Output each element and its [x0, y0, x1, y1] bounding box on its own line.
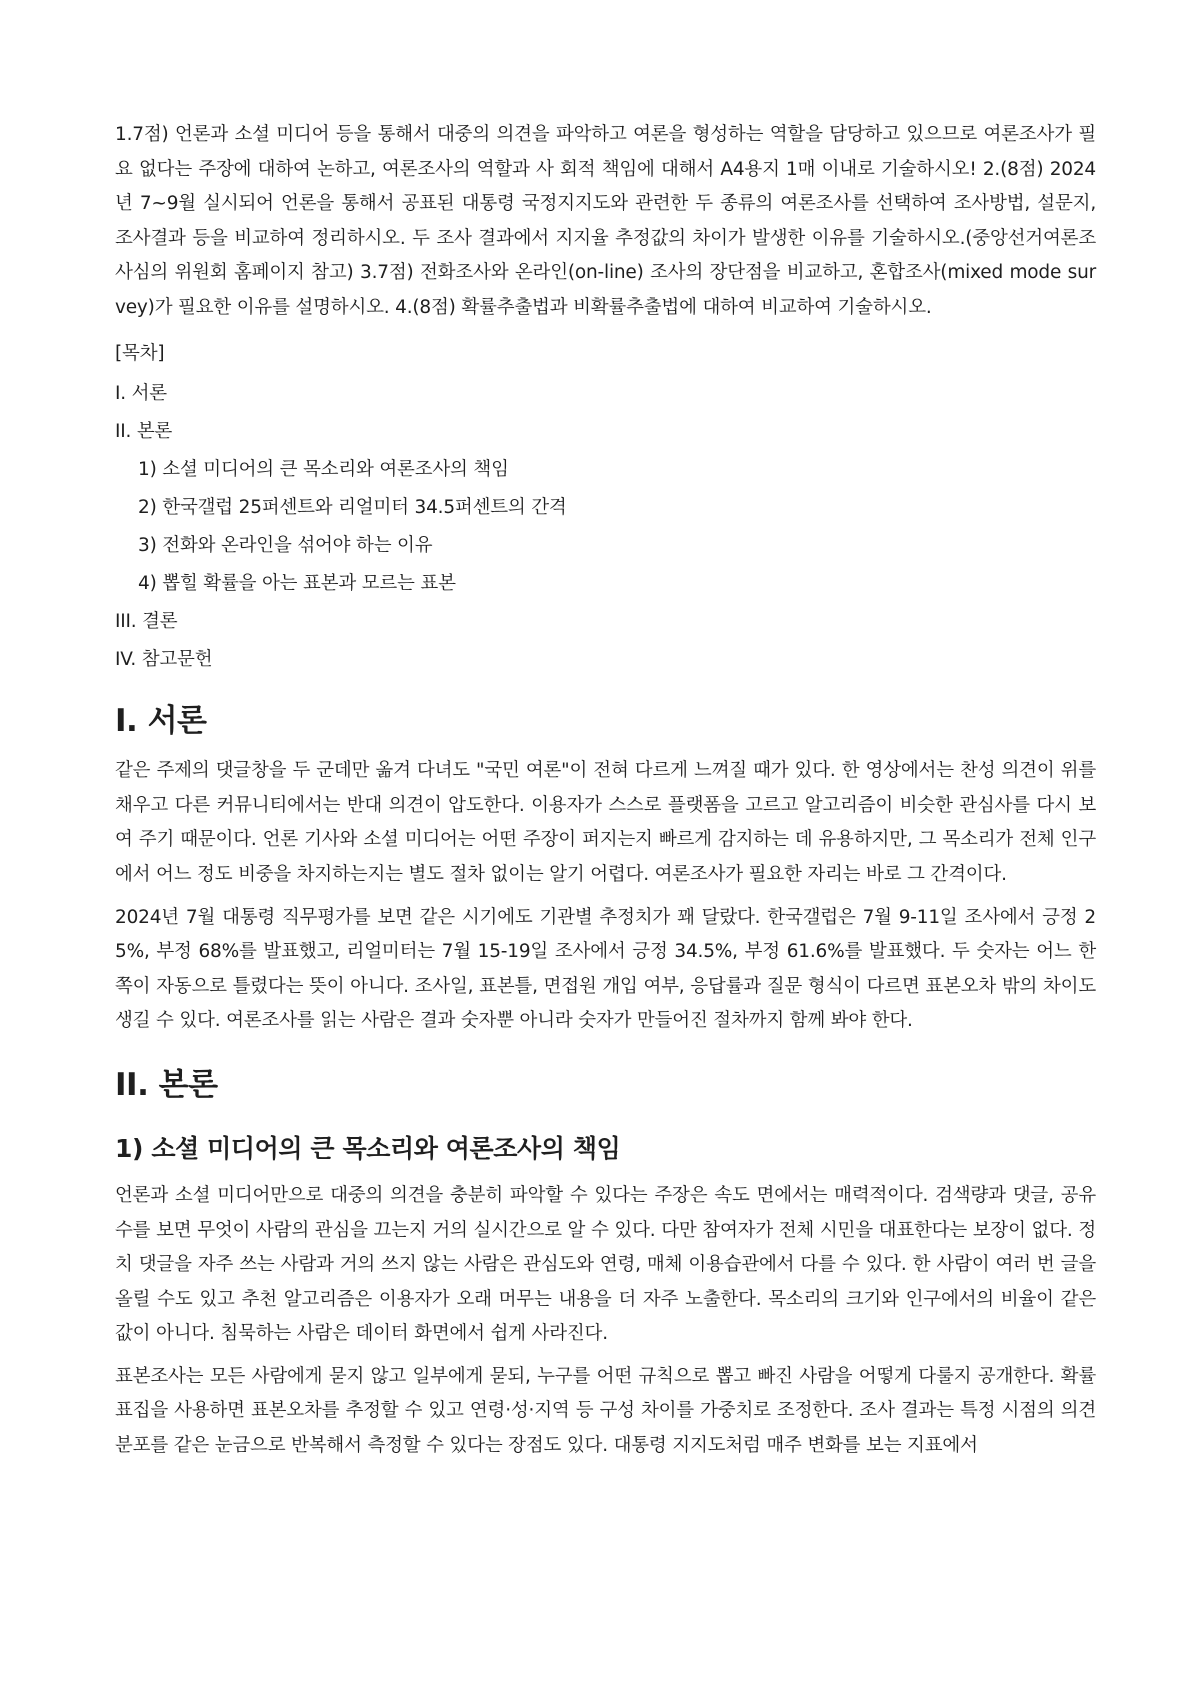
toc-subitem-2: 2) 한국갤럽 25퍼센트와 리얼미터 34.5퍼센트의 간격: [138, 497, 567, 519]
section-heading-introduction: I. 서론: [115, 703, 207, 740]
toc-subitem-3: 3) 전화와 온라인을 섞어야 하는 이유: [138, 535, 433, 557]
assignment-prompt: 1.7점) 언론과 소셜 미디어 등을 통해서 대중의 의견을 파악하고 여론을 형성하는 역할을 담당하고 있으므로 여론조사가 필요 없다는 주장에 대하여 논하고, 여론조사의 역할과 사 회적 책임에 대해서 A4용지 1매 이내로 기술하시오! 2.(8점) 2024년 7~9월 실시되어 언론을 통해서 공표된 대통령 국정지지도와 관련한 두 종류의 여론조사를 선택하여 조사방법, 설문지, 조사결과 등을 비교하여 정리하시오. 두 조사 결과에서 지지율 추정값의 차이가 발생한 이유를 기술하시오.(중앙선거여론조사심의 위원회 홈페이지 참고) 3.7점) 전화조사와 온라인(on-line) 조사의 장단점을 비교하고, 혼합조사(mixed mode survey)가 필요한 이유를 설명하시오. 4.(8점) 확률추출법과 비확률추출법에 대하여 비교하여 기술하시오.: [115, 124, 1096, 318]
body-paragraph: 표본조사는 모든 사람에게 묻지 않고 일부에게 묻되, 누구를 어떤 규칙으로 뽑고 빠진 사람을 어떻게 다룰지 공개한다. 확률표집을 사용하면 표본오차를 추정할 수 있고 연령·성·지역 등 구성 차이를 가중치로 조정한다. 조사 결과는 특정 시점의 의견 분포를 같은 눈금으로 반복해서 측정할 수 있다는 장점도 있다. 대통령 지지도처럼 매주 변화를 보는 지표에서: [115, 1365, 1096, 1457]
toc-subitem-4: 4) 뽑힐 확률을 아는 표본과 모르는 표본: [138, 573, 456, 595]
toc-subitem-1: 1) 소셜 미디어의 큰 목소리와 여론조사의 책임: [138, 459, 509, 481]
toc-item-references: IV. 참고문헌: [115, 649, 213, 671]
introduction-paragraph: 같은 주제의 댓글창을 두 군데만 옮겨 다녀도 "국민 여론"이 전혀 다르게 느껴질 때가 있다. 한 영상에서는 찬성 의견이 위를 채우고 다른 커뮤니티에서는 반대 의견이 압도한다. 이용자가 스스로 플랫폼을 고르고 알고리즘이 비슷한 관심사를 다시 보여 주기 때문이다. 언론 기사와 소셜 미디어는 어떤 주장이 퍼지는지 빠르게 감지하는 데 유용하지만, 그 목소리가 전체 인구에서 어느 정도 비중을 차지하는지는 별도 절차 없이는 알기 어렵다. 여론조사가 필요한 자리는 바로 그 간격이다.: [115, 760, 1096, 885]
body-paragraph: 언론과 소셜 미디어만으로 대중의 의견을 충분히 파악할 수 있다는 주장은 속도 면에서는 매력적이다. 검색량과 댓글, 공유 수를 보면 무엇이 사람의 관심을 끄는지 거의 실시간으로 알 수 있다. 다만 참여자가 전체 시민을 대표한다는 보장이 없다. 정치 댓글을 자주 쓰는 사람과 거의 쓰지 않는 사람은 관심도와 연령, 매체 이용습관에서 다를 수 있다. 한 사람이 여러 번 글을 올릴 수도 있고 추천 알고리즘은 이용자가 오래 머무는 내용을 더 자주 노출한다. 목소리의 크기와 인구에서의 비율이 같은 값이 아니다. 침묵하는 사람은 데이터 화면에서 쉽게 사라진다.: [115, 1184, 1096, 1345]
table-of-contents: [115, 379, 1096, 675]
toc-item-introduction: I. 서론: [115, 383, 167, 405]
section-heading-body: II. 본론: [115, 1066, 218, 1103]
toc-title: [목차]: [115, 342, 165, 364]
subsection-heading-1: 1) 소셜 미디어의 큰 목소리와 여론조사의 책임: [115, 1133, 621, 1163]
introduction-paragraph: 2024년 7월 대통령 직무평가를 보면 같은 시기에도 기관별 추정치가 꽤 달랐다. 한국갤럽은 7월 9-11일 조사에서 긍정 25%, 부정 68%를 발표했고, 리얼미터는 7월 15-19일 조사에서 긍정 34.5%, 부정 61.6%를 발표했다. 두 숫자는 어느 한쪽이 자동으로 틀렸다는 뜻이 아니다. 조사일, 표본틀, 면접원 개입 여부, 응답률과 질문 형식이 다르면 표본오차 밖의 차이도 생길 수 있다. 여론조사를 읽는 사람은 결과 숫자뿐 아니라 숫자가 만들어진 절차까지 함께 봐야 한다.: [115, 906, 1096, 1032]
toc-item-body: II. 본론: [115, 421, 173, 443]
toc-item-conclusion: III. 결론: [115, 611, 178, 633]
